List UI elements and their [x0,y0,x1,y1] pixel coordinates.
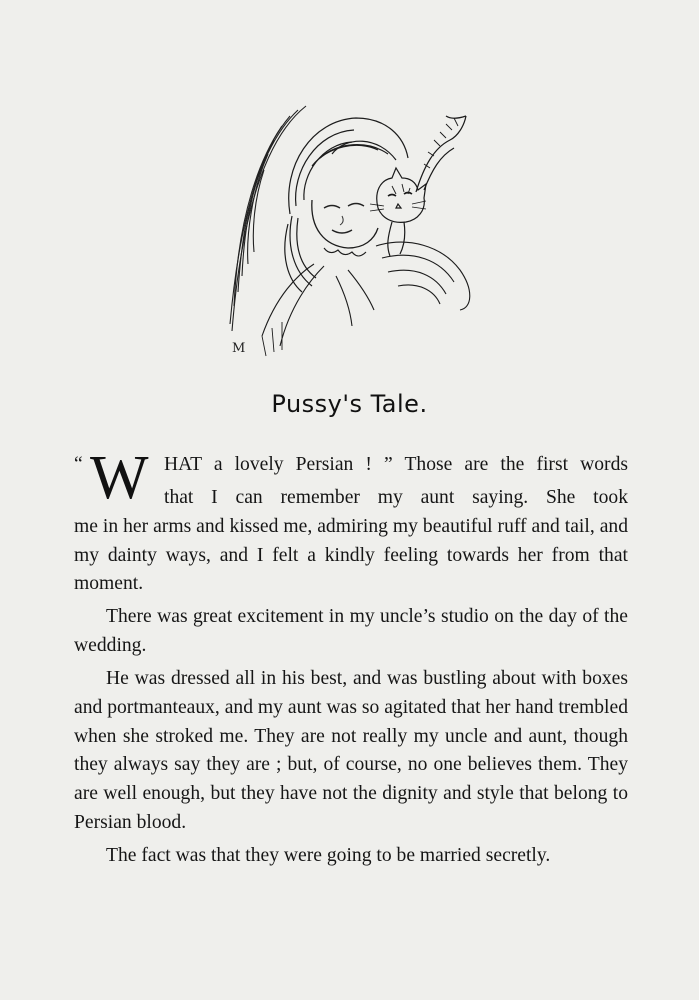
paragraph-2: There was great excitement in my uncle’s studio on the day of the wedding. [74,606,628,656]
monogram-text: M [232,341,246,356]
paragraph-1-line-1: HAT a lovely Persian ! ” Those are the first words [164,454,628,475]
paragraph-1-opening [74,444,628,513]
opening-quote: “ [74,454,83,475]
paragraph-1-rest: me in her arms and kissed me, admiring my beautiful ruff and tail, and my dainty ways, and I felt a kindly feeling towards her from that moment. [74,515,628,595]
story-text [74,444,628,870]
page-title: Pussy's Tale. [271,390,428,418]
paragraph-3: He was dressed all in his best, and was bustling about with boxes and portmanteaux, and my aunt was so agitated that her hand trembled when she stroked me. They are not really my uncle and aunt, though they always say they are ; but, of course, no one believes them. They are well enough, but they have not the dignity and style that belong to Persian blood. [74,668,628,833]
drop-cap-letter: W [90,444,149,512]
paragraph-1-line-2: that I can remember my aunt saying. She took [164,487,628,509]
girl-with-kitten-illustration [228,96,480,360]
paragraph-4: The fact was that they were going to be married secretly. [106,844,551,866]
